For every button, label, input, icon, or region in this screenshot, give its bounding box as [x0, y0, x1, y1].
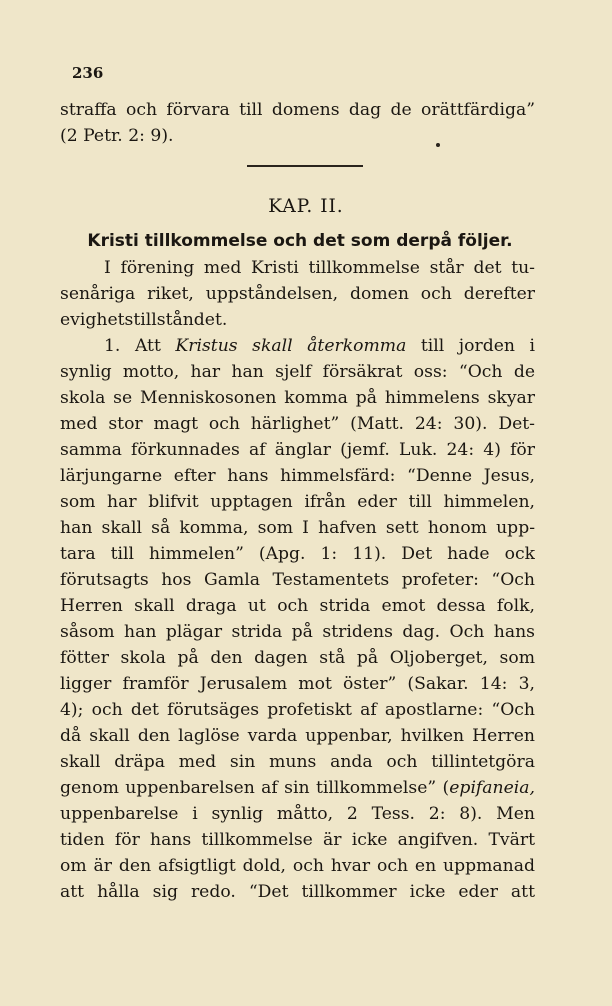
text-line: skall dräpa med sin muns anda och tillintetgöra [60, 752, 535, 772]
text-line: senåriga riket, uppståndelsen, domen och derefter [60, 284, 535, 304]
text-line: då skall den laglöse varda uppenbar, hvilken Herren [60, 726, 535, 746]
text-line [60, 775, 535, 801]
text-line: han skall så komma, som I hafven sett honom upp- [60, 518, 535, 538]
text-line: att hålla sig redo. “Det tillkommer icke eder att [60, 882, 535, 902]
text-line: om är den afsigtligt dold, och hvar och en uppmanad [60, 856, 535, 876]
text-line: tara till himmelen” (Apg. 1: 11). Det hade ock [60, 544, 535, 564]
text-line [60, 333, 535, 359]
text-line: synlig motto, har han sjelf försäkrat oss: “Och de [60, 362, 535, 382]
text-line: tiden för hans tillkommelse är icke angifven. Tvärt [60, 830, 535, 850]
text-run: genom uppenbarelsen af sin tillkommelse” ( [60, 778, 450, 798]
text-line: straffa och förvara till domens dag de orättfärdiga” [60, 100, 535, 120]
text-line: Herren skall draga ut och strida emot dessa folk, [60, 596, 535, 616]
text-line: 4); och det förutsäges profetiskt af apostlarne: “Och [60, 700, 535, 720]
text-run: 1. Att [104, 336, 176, 356]
text-run: till jorden i [406, 336, 535, 356]
text-line: med stor magt och härlighet” (Matt. 24: 30). Det- [60, 414, 535, 434]
italic-text-run: Kristus skall återkomma [175, 336, 407, 356]
section-divider [247, 165, 363, 167]
text-line: fötter skola på den dagen stå på Oljoberget, som [60, 648, 535, 668]
page-number: 236 [72, 64, 104, 82]
chapter-heading: KAP. II. [268, 196, 344, 217]
ink-speck [436, 143, 440, 147]
text-line: förutsagts hos Gamla Testamentets profeter: “Och [60, 570, 535, 590]
text-line: evighetstillståndet. [60, 310, 228, 330]
text-line: som har blifvit upptagen ifrån eder till himmelen, [60, 492, 535, 512]
italic-text-run: epifaneia, [449, 778, 535, 798]
text-line: skola se Menniskosonen komma på himmelens skyar [60, 388, 535, 408]
text-line: ligger framför Jerusalem mot öster” (Sakar. 14: 3, [60, 674, 535, 694]
chapter-title: Kristi tillkommelse och det som derpå följer. [87, 231, 513, 251]
text-line: uppenbarelse i synlig måtto, 2 Tess. 2: 8). Men [60, 804, 535, 824]
text-line: (2 Petr. 2: 9). [60, 126, 174, 146]
text-line: lärjungarne efter hans himmelsfärd: “Denne Jesus, [60, 466, 535, 486]
text-line: samma förkunnades af änglar (jemf. Luk. 24: 4) för [60, 440, 535, 460]
text-line: såsom han plägar strida på stridens dag. Och hans [60, 622, 535, 642]
text-line: I förening med Kristi tillkommelse står det tu- [104, 258, 535, 278]
